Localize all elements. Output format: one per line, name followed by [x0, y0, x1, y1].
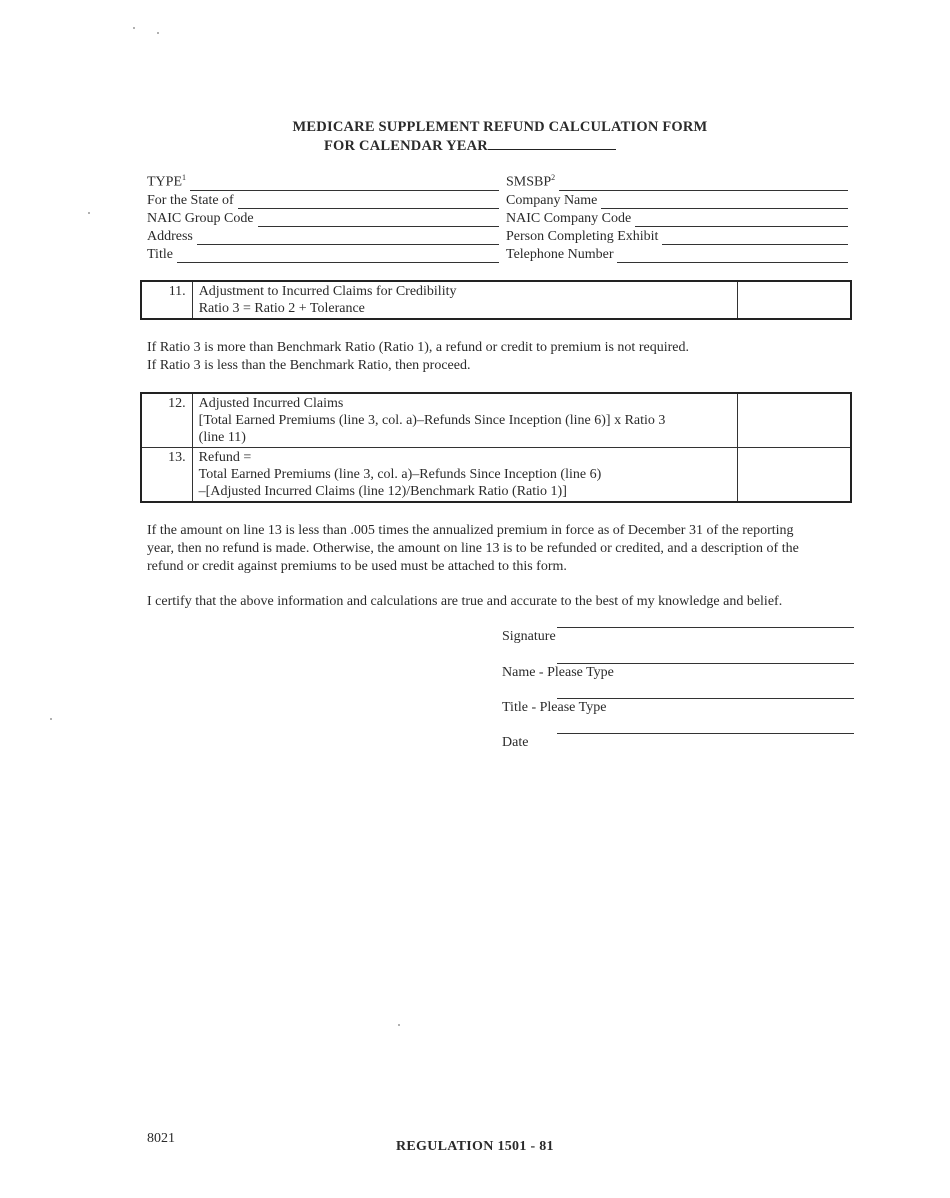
calendar-year-label: FOR CALENDAR YEAR	[324, 138, 488, 154]
line-12-value-cell[interactable]	[738, 393, 851, 448]
line-13-text1: Refund =	[198, 450, 252, 465]
name-label: Name - Please Type	[502, 665, 614, 680]
scan-speck	[50, 718, 52, 720]
state-label: For the State of	[147, 193, 234, 208]
name-line[interactable]	[557, 662, 854, 664]
line-11-value-cell[interactable]	[738, 281, 851, 319]
title-sign-label: Title - Please Type	[502, 700, 607, 715]
smsbp-blank[interactable]	[559, 178, 848, 191]
person-completing-blank[interactable]	[662, 232, 848, 245]
condition-line-2: If Ratio 3 is less than the Benchmark Ratio, then proceed.	[147, 358, 471, 373]
smsbp-label: SMSBP	[506, 175, 552, 190]
company-name-label: Company Name	[506, 193, 598, 208]
telephone-label: Telephone Number	[506, 247, 614, 262]
condition-line-1: If Ratio 3 is more than Benchmark Ratio (Ratio 1), a refund or credit to premium is not required.	[147, 340, 689, 355]
telephone-blank[interactable]	[617, 250, 848, 263]
instructions-line-1: If the amount on line 13 is less than .005 times the annualized premium in force as of December 31 of the reporting	[147, 523, 794, 538]
type-blank[interactable]	[190, 178, 499, 191]
naic-group-code-label: NAIC Group Code	[147, 211, 254, 226]
date-label: Date	[502, 735, 529, 750]
calendar-year-blank[interactable]	[488, 137, 616, 150]
instructions-text	[147, 522, 867, 576]
form-title: MEDICARE SUPPLEMENT REFUND CALCULATION FORM	[292, 119, 708, 135]
line-12-text2: [Total Earned Premiums (line 3, col. a)–Refunds Since Inception (line 6)] x Ratio 3	[198, 413, 666, 428]
line-13-text2: Total Earned Premiums (line 3, col. a)–Refunds Since Inception (line 6)	[198, 467, 602, 482]
smsbp-field[interactable]	[506, 173, 848, 191]
scan-speck	[157, 32, 159, 34]
scan-speck	[398, 1024, 400, 1026]
instructions-line-2: year, then no refund is made. Otherwise, the amount on line 13 is to be refunded or credited, and a description of the	[147, 541, 799, 556]
line-11-text1: Adjustment to Incurred Claims for Credibility	[198, 284, 457, 299]
type-label: TYPE	[147, 175, 182, 190]
certification-statement: I certify that the above information and calculations are true and accurate to the best of my knowledge and belief.	[147, 594, 783, 609]
signature-label: Signature	[502, 629, 556, 644]
line-13-description	[192, 448, 738, 503]
line-13-row	[141, 448, 851, 503]
line-11-description	[192, 281, 738, 319]
line-12-description	[192, 393, 738, 448]
line-11-number: 11.	[141, 281, 192, 319]
type-footnote: 1	[182, 173, 186, 183]
line-13-number: 13.	[141, 448, 192, 503]
line-11-table	[140, 280, 852, 320]
line-12-row	[141, 393, 851, 448]
title-field[interactable]	[147, 245, 499, 263]
line-12-number: 12.	[141, 393, 192, 448]
address-field[interactable]	[147, 227, 499, 245]
page-code: 8021	[147, 1131, 175, 1146]
title-label: Title	[147, 247, 173, 262]
state-field[interactable]	[147, 191, 499, 209]
line-11-text2: Ratio 3 = Ratio 2 + Tolerance	[198, 301, 365, 316]
naic-group-code-field[interactable]	[147, 209, 499, 227]
lines-12-13-table	[140, 392, 852, 503]
state-blank[interactable]	[238, 196, 499, 209]
company-name-blank[interactable]	[601, 196, 848, 209]
conditions-text	[147, 339, 689, 375]
address-label: Address	[147, 229, 193, 244]
person-completing-field[interactable]	[506, 227, 848, 245]
line-13-value-cell[interactable]	[738, 448, 851, 503]
date-line[interactable]	[557, 732, 854, 734]
form-subtitle	[0, 137, 950, 155]
naic-company-code-label: NAIC Company Code	[506, 211, 632, 226]
smsbp-footnote: 2	[551, 173, 556, 183]
telephone-field[interactable]	[506, 245, 848, 263]
title-blank[interactable]	[177, 250, 499, 263]
person-completing-label: Person Completing Exhibit	[506, 229, 659, 244]
line-11-row	[141, 281, 851, 319]
company-name-field[interactable]	[506, 191, 848, 209]
signature-line[interactable]	[557, 626, 854, 628]
line-12-text3: (line 11)	[198, 430, 246, 445]
line-12-text1: Adjusted Incurred Claims	[198, 396, 344, 411]
scan-speck	[133, 27, 135, 29]
regulation-footer: REGULATION 1501 - 81	[396, 1139, 554, 1154]
naic-group-code-blank[interactable]	[258, 214, 499, 227]
naic-company-code-blank[interactable]	[635, 214, 848, 227]
scan-speck	[88, 212, 90, 214]
instructions-line-3: refund or credit against premiums to be used must be attached to this form.	[147, 559, 567, 574]
title-sign-line[interactable]	[557, 697, 854, 699]
type-field[interactable]	[147, 173, 499, 191]
address-blank[interactable]	[197, 232, 499, 245]
naic-company-code-field[interactable]	[506, 209, 848, 227]
line-13-text3: –[Adjusted Incurred Claims (line 12)/Benchmark Ratio (Ratio 1)]	[198, 484, 567, 499]
